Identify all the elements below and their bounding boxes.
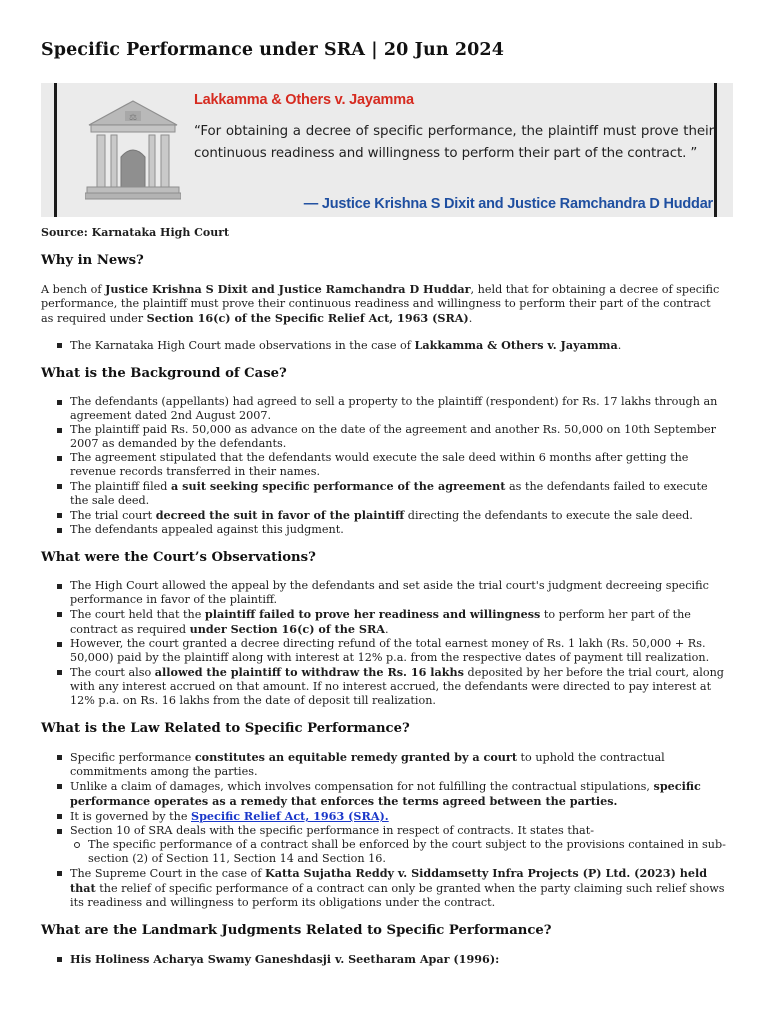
observations-list bbox=[41, 579, 726, 708]
banner-author: — Justice Krishna S Dixit and Justice Ramchandra D Huddar bbox=[303, 196, 713, 212]
text: , held that for obtaining a decree of specific performance, the plaintiff must prove their continuous readiness and willingness to perform their part of the contract as required under bbox=[41, 283, 720, 325]
text: as the defendants failed to execute the sale deed. bbox=[70, 480, 708, 507]
text: Section 10 of SRA deals with the specific performance in respect of contracts. It states that- bbox=[70, 824, 594, 837]
list-item: The agreement stipulated that the defendants would execute the sale deed within 6 months after getting the revenue records transferred in their names. bbox=[70, 451, 726, 479]
bold-text: a suit seeking specific performance of the agreement bbox=[171, 479, 506, 493]
law-list bbox=[41, 750, 726, 910]
banner-left-bar bbox=[54, 83, 57, 217]
list-item bbox=[70, 809, 726, 824]
bold-text: constitutes an equitable remedy granted by a court bbox=[194, 750, 517, 764]
bold-text: Lakkamma & Others v. Jayamma bbox=[414, 338, 618, 352]
text: The plaintiff filed bbox=[70, 480, 171, 493]
text: . bbox=[384, 623, 389, 636]
list-item bbox=[70, 824, 726, 866]
bold-text: decreed the suit in favor of the plaintiff bbox=[155, 508, 405, 522]
page-title: Specific Performance under SRA | 20 Jun 2024 bbox=[41, 40, 504, 60]
text: The Supreme Court in the case of bbox=[70, 867, 266, 880]
banner-quote: “For obtaining a decree of specific performance, the plaintiff must prove their continuous readiness and willingness to perform their part of the contract. ” bbox=[194, 124, 714, 161]
list-item bbox=[70, 607, 726, 637]
list-item bbox=[70, 952, 726, 967]
text: . bbox=[468, 312, 473, 325]
list-item bbox=[70, 338, 726, 353]
source-line: Source: Karnataka High Court bbox=[41, 226, 230, 239]
heading-landmark: What are the Landmark Judgments Related to Specific Performance? bbox=[41, 923, 552, 938]
list-item bbox=[70, 665, 726, 708]
news-list bbox=[41, 338, 726, 353]
heading-observations: What were the Court’s Observations? bbox=[41, 550, 316, 565]
text: to perform her part of the contract as required bbox=[70, 608, 691, 636]
sub-list-item: The specific performance of a contract shall be enforced by the court subject to the provisions contained in sub-section (2) of Section 11, Section 14 and Section 16. bbox=[88, 838, 726, 865]
list-item: The High Court allowed the appeal by the defendants and set aside the trial court's judgment decreeing specific performance in favor of the plaintiff. bbox=[70, 579, 726, 607]
text: . bbox=[617, 339, 622, 352]
banner-right-bar bbox=[714, 83, 717, 217]
quote-banner bbox=[41, 83, 733, 217]
courthouse-icon bbox=[85, 95, 181, 205]
text: directing the defendants to execute the sale deed. bbox=[404, 509, 693, 522]
text: Unlike a claim of damages, which involves compensation for not fulfilling the contractual stipulations, bbox=[70, 780, 654, 793]
bold-text: specific performance operates as a remedy that enforces the terms agreed between the parties. bbox=[70, 779, 701, 808]
article-body bbox=[41, 226, 726, 967]
text: Specific performance bbox=[70, 751, 195, 764]
landmark-list bbox=[41, 952, 726, 967]
list-item bbox=[70, 479, 726, 508]
list-item: The defendants (appellants) had agreed to sell a property to the plaintiff (respondent) for Rs. 17 lakhs through an agreement dated 2nd August 2007. bbox=[70, 395, 726, 423]
list-item bbox=[70, 779, 726, 809]
bold-text: allowed the plaintiff to withdraw the Rs. 16 lakhs bbox=[154, 665, 464, 679]
text: It is governed by the bbox=[70, 810, 191, 823]
svg-text:⚖: ⚖ bbox=[128, 113, 138, 123]
bold-text: Justice Krishna S Dixit and Justice Ramchandra D Huddar bbox=[105, 282, 471, 296]
heading-why-in-news: Why in News? bbox=[41, 253, 144, 268]
text: The court held that the bbox=[70, 608, 205, 621]
bold-text: plaintiff failed to prove her readiness and willingness bbox=[204, 607, 541, 621]
list-item: The defendants appealed against this judgment. bbox=[70, 523, 726, 537]
bold-text: held that bbox=[70, 866, 708, 895]
list-item: The plaintiff paid Rs. 50,000 as advance on the date of the agreement and another Rs. 50,000 on 10th September 2007 as demanded by the defendants. bbox=[70, 423, 726, 451]
text: deposited by her before the trial court, along with any interest accrued on that amount. If no interest accrued, the defendants were directed to pay interest at 12% p.a. on Rs. 16 lakhs from the date of deposit till realization. bbox=[70, 666, 724, 707]
banner-case-name: Lakkamma & Others v. Jayamma bbox=[194, 92, 414, 108]
list-item: However, the court granted a decree directing refund of the total earnest money of Rs. 1 lakh (Rs. 50,000 + Rs. 50,000) paid by the plaintiff along with interest at 12% p.a. from the respective dates of payment till realization. bbox=[70, 637, 726, 665]
text: the relief of specific performance of a contract can only be granted when the party claiming such relief shows its readiness and willingness to perform its obligations under the contract. bbox=[70, 882, 725, 909]
bold-text: Katta Sujatha Reddy v. Siddamsetty Infra Projects (P) Ltd. (2023) bbox=[265, 866, 676, 880]
list-item bbox=[70, 508, 726, 523]
bold-text: under Section 16(c) of the SRA bbox=[189, 622, 385, 636]
bold-text: His Holiness Acharya Swamy Ganeshdasji v. Seetharam Apar (1996): bbox=[70, 952, 500, 966]
sub-list bbox=[70, 838, 726, 866]
text: A bench of bbox=[41, 283, 106, 296]
text: The Karnataka High Court made observations in the case of bbox=[70, 339, 415, 352]
heading-law: What is the Law Related to Specific Performance? bbox=[41, 721, 410, 736]
text: to uphold the contractual commitments among the parties. bbox=[70, 751, 665, 778]
news-paragraph bbox=[41, 282, 726, 326]
heading-background: What is the Background of Case? bbox=[41, 366, 287, 381]
text: The trial court bbox=[70, 509, 156, 522]
text: The court also bbox=[70, 666, 155, 679]
bold-text: Section 16(c) of the Specific Relief Act, 1963 (SRA) bbox=[146, 311, 469, 325]
list-item bbox=[70, 866, 726, 910]
list-item bbox=[70, 750, 726, 779]
sra-link[interactable]: Specific Relief Act, 1963 (SRA). bbox=[191, 809, 389, 823]
background-list bbox=[41, 395, 726, 537]
